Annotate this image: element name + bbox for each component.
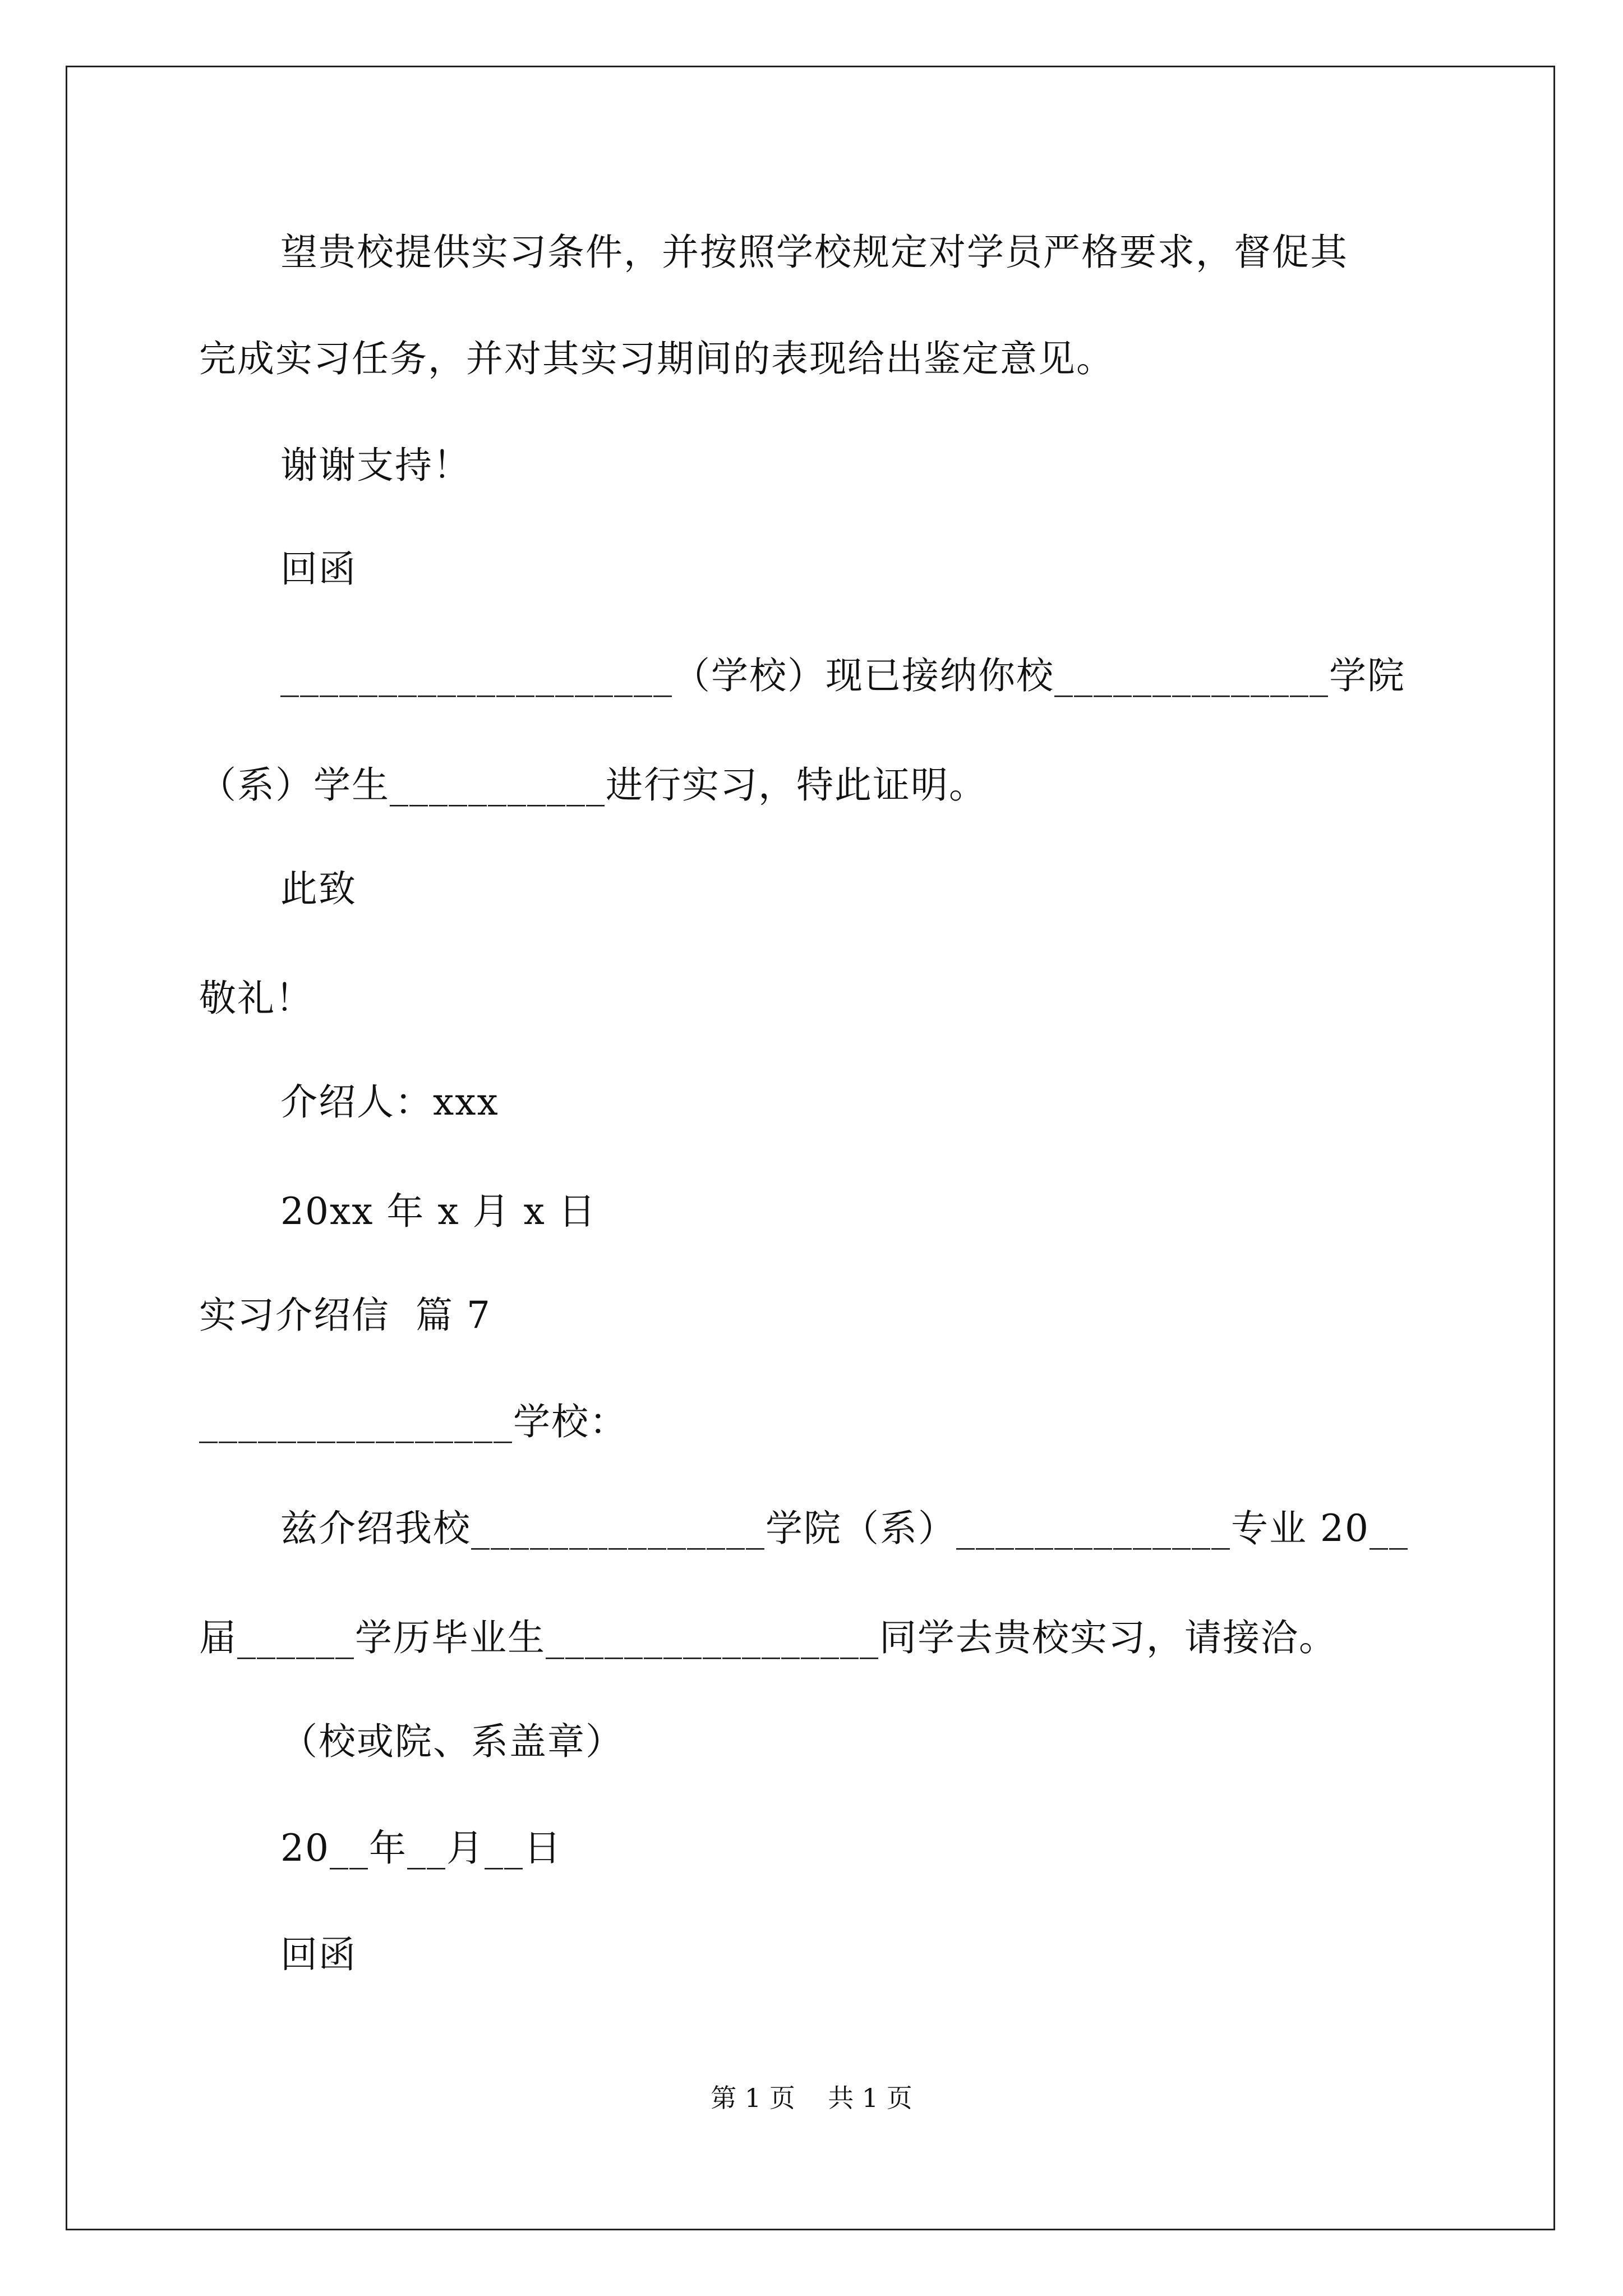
intro-line-2: 届______学历毕业生_________________同学去贵校实习，请接洽。 [199, 1616, 1337, 1659]
reply-heading-2: 回函 [280, 1933, 357, 1976]
reply-heading: 回函 [280, 547, 357, 591]
intro-line-1: 兹介绍我校_______________学院（系）______________专业 20__ [280, 1507, 1409, 1550]
body-line-2: 完成实习任务，并对其实习期间的表现给出鉴定意见。 [199, 337, 1114, 380]
closing-thanks: 谢谢支持！ [280, 444, 471, 487]
date-line: 20xx 年 x 月 x 日 [280, 1190, 597, 1233]
reply-line-1: ____________________（学校）现已接纳你校______________学院 [280, 654, 1405, 697]
page-number: 第 1 页 共 1 页 [711, 2083, 912, 2113]
recipient-school: ________________学校： [199, 1400, 628, 1443]
salutation-1: 此致 [280, 867, 357, 910]
section-title: 实习介绍信 篇 7 [199, 1294, 491, 1337]
reply-line-2: （系）学生___________进行实习，特此证明。 [199, 763, 987, 807]
stamp-note: （校或院、系盖章） [280, 1720, 624, 1763]
salutation-2: 敬礼！ [199, 977, 313, 1020]
body-line-1: 望贵校提供实习条件，并按照学校规定对学员严格要求，督促其 [280, 231, 1348, 274]
introducer: 介绍人：xxx [280, 1080, 499, 1124]
blank-date: 20__年__月__日 [280, 1826, 562, 1870]
page-border [66, 66, 1555, 2230]
